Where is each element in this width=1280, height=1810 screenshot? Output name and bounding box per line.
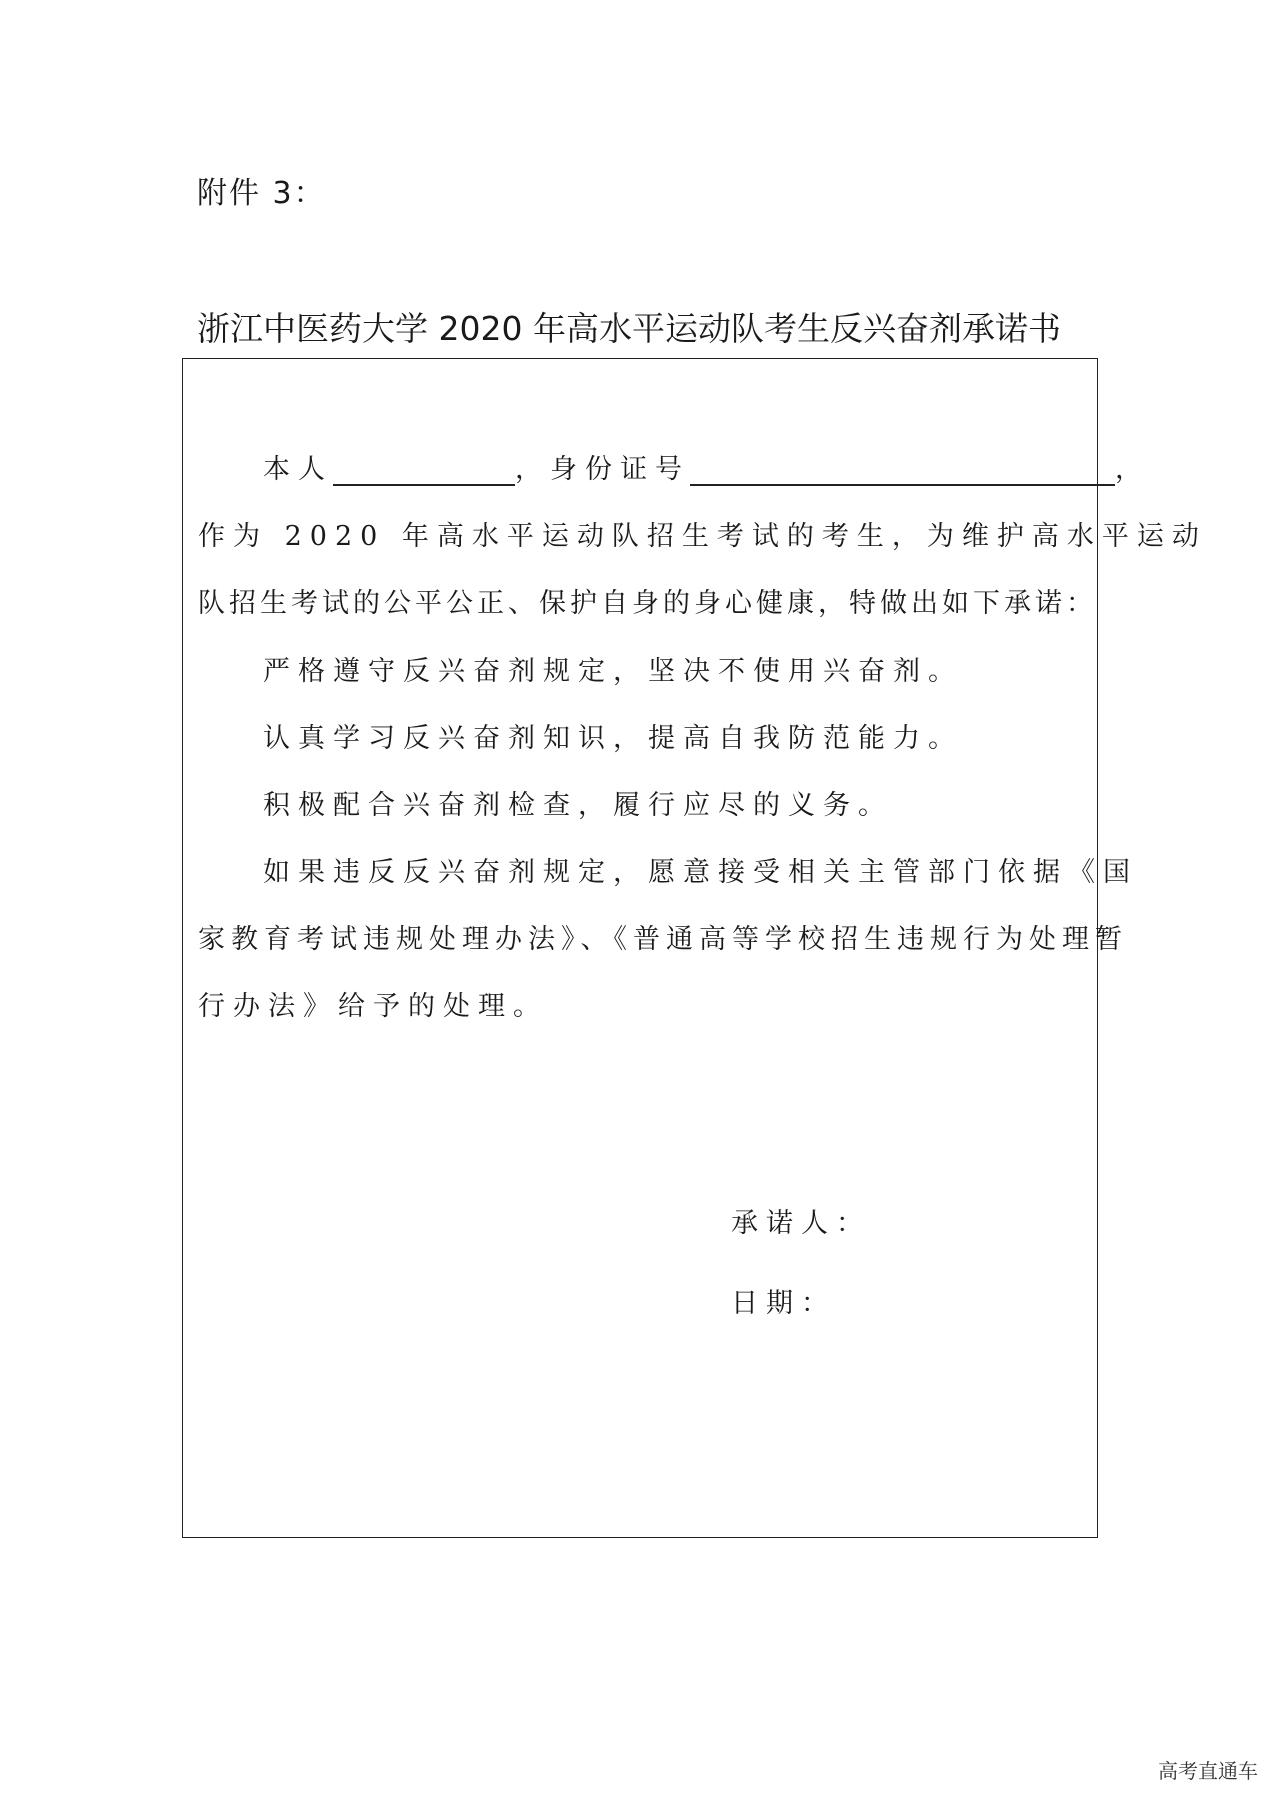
document-title: 浙江中医药大学 2020 年高水平运动队考生反兴奋剂承诺书 [197,309,1061,348]
name-blank[interactable] [333,454,515,486]
id-label: ，身份证号 [515,454,690,485]
name-id-line [263,447,1150,486]
penalty-line-1: 如果违反反兴奋剂规定，愿意接受相关主管部门依据《国 [263,857,1138,888]
intro-line-2: 队招生考试的公平公正、保护自身的身心健康，特做出如下承诺： [198,588,1097,619]
penalty-line-2: 家教育考试违规处理办法》、《普通高等学校招生违规行为处理暂 [198,924,1128,955]
watermark: 高考直通车 [1158,1759,1258,1783]
pledge-form-box [182,358,1207,1538]
pledge-item-3: 积极配合兴奋剂检查，履行应尽的义务。 [263,790,893,821]
signer-label: 承诺人： [731,1208,871,1239]
pledge-item-1: 严格遵守反兴奋剂规定，坚决不使用兴奋剂。 [263,656,963,687]
name-label: 本人 [263,454,333,485]
date-label: 日期： [731,1288,836,1319]
id-comma: ， [1115,454,1150,485]
intro-line-1: 作为 2020 年高水平运动队招生考试的考生，为维护高水平运动 [198,521,1207,552]
pledge-item-2: 认真学习反兴奋剂知识，提高自我防范能力。 [263,723,963,754]
attachment-label: 附件 3： [197,176,326,211]
id-number-blank[interactable] [690,454,1115,486]
penalty-line-3: 行办法》给予的处理。 [198,991,548,1022]
